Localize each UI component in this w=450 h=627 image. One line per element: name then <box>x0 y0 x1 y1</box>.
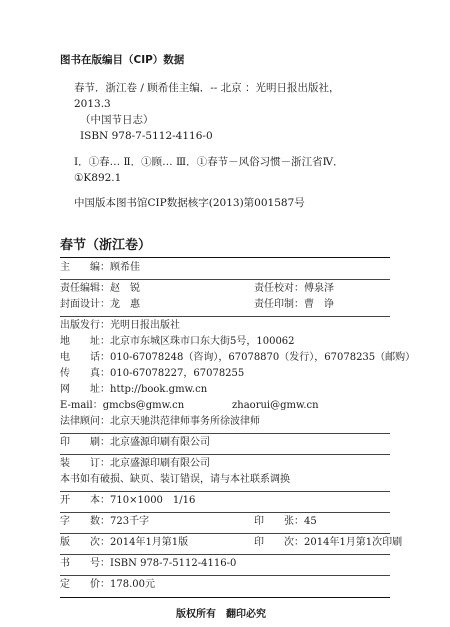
resp-proof-name: 傅泉泽 <box>304 283 334 294</box>
cip-line-6: ①K892.1 <box>74 172 122 184</box>
editor-name: 顾希佳 <box>110 262 140 273</box>
phone-value: 010-67078248（咨询），67078870（发行），67078235（邮购） <box>110 352 416 363</box>
resp-print-label: 责任印制： <box>254 299 304 310</box>
divider-1 <box>60 279 390 280</box>
edition-value: 2014年1月第1版 <box>110 537 189 548</box>
printer-row <box>60 437 210 449</box>
cover-row <box>60 299 140 311</box>
printer-value: 北京盛源印刷有限公司 <box>110 437 210 448</box>
resp-print-row <box>254 299 334 311</box>
defect-notice: 本书如有破损、缺页、装订错误，请与本社联系调换 <box>60 474 290 485</box>
divider-2 <box>60 316 390 317</box>
sheets-row <box>254 516 317 528</box>
isbn-row <box>60 558 236 570</box>
printer-label: 印 刷： <box>60 437 110 448</box>
divider-8 <box>60 554 390 555</box>
legal-label: 法律顾问： <box>60 416 110 427</box>
copyright-notice: 版权所有 翻印必究 <box>176 609 266 620</box>
edition-label: 版 次： <box>60 537 110 548</box>
publisher-row <box>60 320 180 332</box>
price-row <box>60 579 155 591</box>
divider-3 <box>60 433 390 434</box>
price-value: 178.00元 <box>110 579 155 590</box>
cip-line-4: ISBN 978-7-5112-4116-0 <box>80 130 213 142</box>
email-value-1: gmcbs@gmw.cn <box>102 400 185 411</box>
resp-editor-name: 赵 锐 <box>110 283 140 294</box>
book-title: 春节（浙江卷） <box>60 238 152 253</box>
divider-4 <box>60 454 390 455</box>
address-value: 北京市东城区珠市口东大街5号，100062 <box>110 336 295 347</box>
divider-5 <box>60 491 390 492</box>
resp-editor-row <box>60 283 140 295</box>
resp-print-name: 曹 诤 <box>304 299 334 310</box>
phone-label: 电 话： <box>60 352 110 363</box>
format-value: 710×1000 1/16 <box>110 495 196 506</box>
sheets-value: 45 <box>304 516 317 527</box>
publisher-name: 光明日报出版社 <box>110 320 180 331</box>
binder-label: 装 订： <box>60 458 110 469</box>
cover-name: 龙 惠 <box>110 299 140 310</box>
publisher-label: 出版发行： <box>60 320 110 331</box>
sheets-label: 印 张： <box>254 516 304 527</box>
fax-value: 010-67078227，67078255 <box>110 368 245 379</box>
title-rule <box>60 257 390 258</box>
legal-row <box>60 416 260 428</box>
isbn-value: ISBN 978-7-5112-4116-0 <box>110 558 237 569</box>
email-value-2: zhaorui@gmw.cn <box>232 400 319 411</box>
bottom-rule <box>60 597 390 598</box>
price-label: 定 价： <box>60 579 110 590</box>
address-label: 地 址： <box>60 336 110 347</box>
impression-value: 2014年1月第1次印刷 <box>304 537 403 548</box>
divider-7 <box>60 533 390 534</box>
web-label: 网 址： <box>60 384 110 395</box>
format-label: 开 本： <box>60 495 110 506</box>
isbn-label: 书 号： <box>60 558 110 569</box>
fax-label: 传 真： <box>60 368 110 379</box>
resp-editor-label: 责任编辑： <box>60 283 110 294</box>
words-row <box>60 516 149 528</box>
divider-9 <box>60 575 390 576</box>
fax-row <box>60 368 244 380</box>
edition-row <box>60 537 188 549</box>
editor-label: 主 编： <box>60 262 110 273</box>
resp-proof-label: 责任校对： <box>254 283 304 294</box>
binder-row <box>60 458 210 470</box>
cip-line-3: （中国节日志） <box>80 114 154 126</box>
cip-header: 图书在版编目（CIP）数据 <box>60 54 185 66</box>
editor-row <box>60 262 140 274</box>
words-label: 字 数： <box>60 516 110 527</box>
email-row <box>60 400 184 412</box>
divider-6 <box>60 512 390 513</box>
cip-line-5: Ⅰ．①春… Ⅱ．①顾… Ⅲ．①春节－风俗习惯－浙江省Ⅳ． <box>74 156 344 168</box>
cip-line-1: 春节．浙江卷 / 顾希佳主编．-- 北京 ：光明日报出版社， <box>74 82 340 94</box>
words-value: 723千字 <box>110 516 150 527</box>
binder-value: 北京盛源印刷有限公司 <box>110 458 210 469</box>
address-row <box>60 336 295 348</box>
legal-value: 北京天驰洪范律师事务所徐波律师 <box>110 416 260 427</box>
impression-row <box>254 537 402 549</box>
email-label: E-mail： <box>60 400 103 411</box>
resp-proof-row <box>254 283 334 295</box>
phone-row <box>60 352 415 364</box>
cip-number: 中国版本图书馆CIP数据核字(2013)第001587号 <box>74 197 305 209</box>
web-row <box>60 384 207 396</box>
cover-label: 封面设计： <box>60 299 110 310</box>
cip-line-2: 2013.3 <box>74 98 111 110</box>
format-row <box>60 495 195 507</box>
impression-label: 印 次： <box>254 537 304 548</box>
web-value: http://book.gmw.cn <box>110 384 208 395</box>
